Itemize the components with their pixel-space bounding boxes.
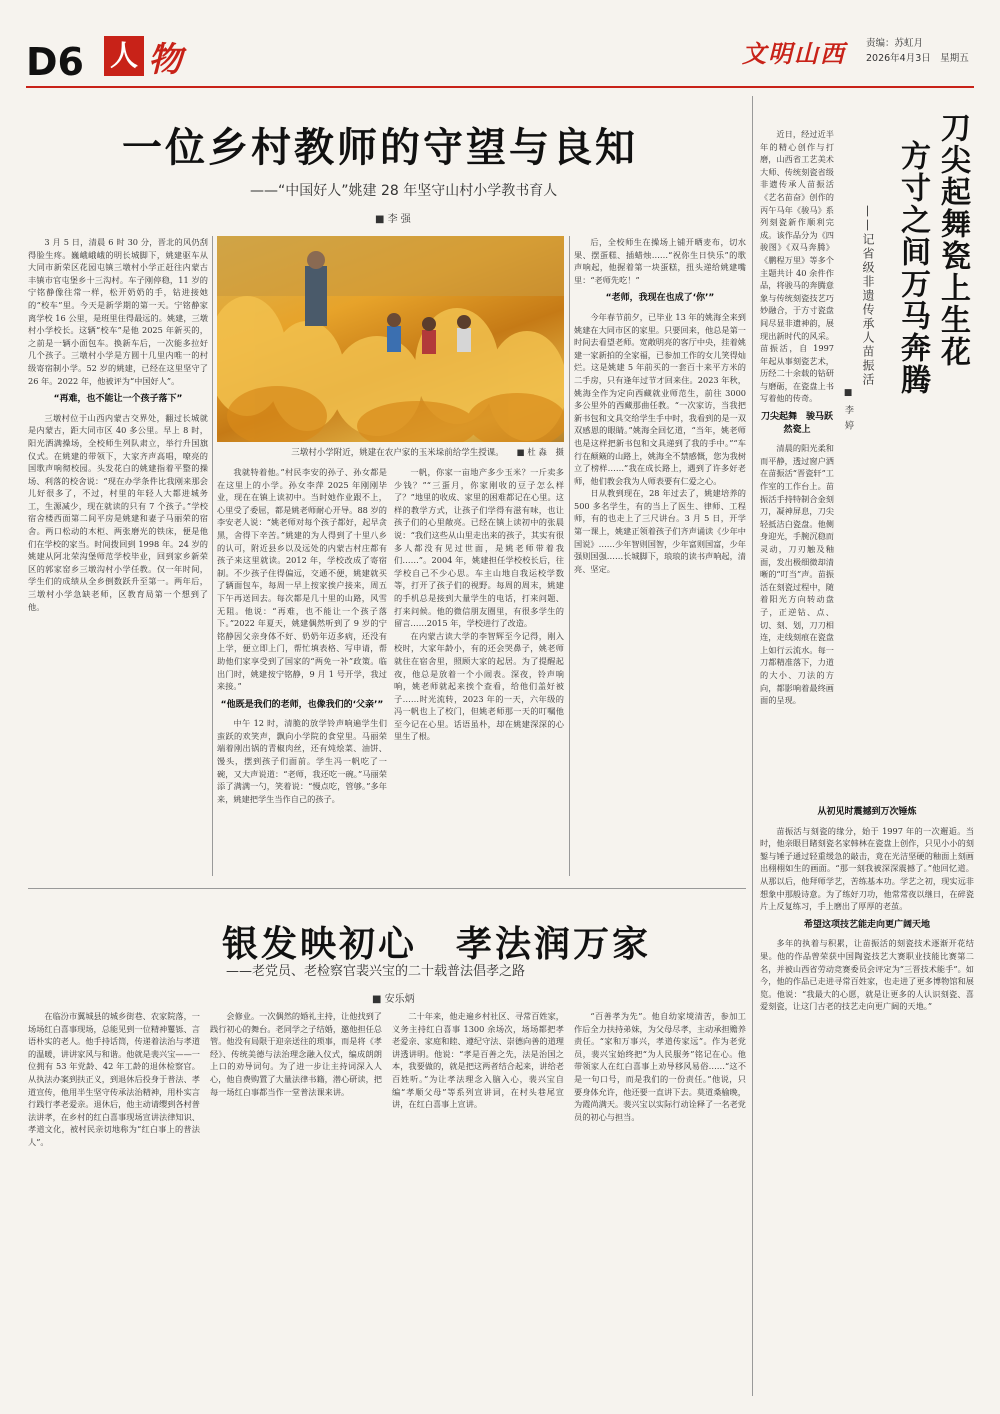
article3-column-wide — [760, 800, 974, 1394]
date-line: 2026年4月3日 星期五 — [866, 53, 969, 64]
corn-pile-photo-icon — [217, 236, 564, 442]
article1-subhead-b: “他既是我们的老师，也像我们的‘父亲’” — [220, 699, 384, 710]
column-divider — [752, 96, 753, 1396]
article1-paragraph: 后，全校师生在操场上铺开晒麦布，切水果、摆蛋糕、插蜡烛……“祝你生日快乐”的歌声响起，他握着第一块蛋糕，扭头递给姚建嘴里：“老师先吃！” — [574, 237, 746, 285]
newspaper-logo: 文明山西 — [742, 39, 846, 68]
column-divider — [212, 236, 213, 876]
article1-paragraph: 一帆，你家一亩地产多少玉米？一斤卖多少钱？”“三蛋月，你家刚收的豆子怎么样了？”地里的收成、家里的困难都记在心里。这样的教学方式，让孩子们学得有滋有味，也让孩子们的心里敞亮。已经在镇上读初中的张晨说：“我们这些从山里走出来的孩子，其实有很多人都没有见过世面，是姚老师带着我们……”。2004 年，姚建担任学校校长后，往学校自己不少心思。车主山地自我运校学数等，打开了孩子们的视野。每周的周末，姚建的手机总是接到大量学生的电话，打来问题、打来问候。他的微信朋友圈里，有很多学生的留言……2015 年，学校进行了改造。 — [394, 467, 564, 629]
article2-paragraph: 二十年来，他走遍乡村社区、寻常百姓家，义务主持红白喜事 1300 余场次，场场都把孝老爱亲、家庭和睦、遵纪守法、崇德向善的道理讲透讲明。他说：“孝是百善之先，法是治国之本，我要做的，就是把这两者结合起来，讲给老百姓听。”为让孝法理念入脑入心，裴兴宝自编“孝顺父母”等系列宣讲词，在村头巷尾宣讲，在红白喜事上宣讲。 — [392, 1011, 564, 1110]
article3-title-line1: 刀尖起舞瓷上生花 — [935, 112, 970, 368]
article1-paragraph: 三墩村位于山西内蒙古交界处，翻过长城就是内蒙古，距大同市区 40 多公里。早上 8 时，阳光洒满操场，全校师生列队肃立，举行升国旗仪式。在姚建的带领下，大家齐声高唱，嘹亮的国歌声响彻校园。头发花白的姚建指着平整的操场、利落的校舍说：“现在办学条件比我刚来那会儿好很多了，不过，村里的年轻人大都进城务工，生源减少，现在就读的只有 7 个孩子。”学校宿舍楼西面第二间平房是姚建和妻子马丽荣的宿舍。两口松动的木柜、两张磨光的铁床，便是他们在学校的家当。时间拨回到 1998 年。24 岁的姚建从阿北荣沟堡师范学校毕业，回到家乡新荣区的郭家窑乡三墩沟村小学任教。仅一年时间，学生们的成绩从全乡倒数跃升至第一。两年后，三墩村小学急缺老师，区教育局第一个想到了他。 — [28, 412, 208, 612]
column-divider — [569, 236, 570, 876]
article2-column-3 — [392, 1010, 564, 1394]
article2-column-2 — [210, 1010, 382, 1394]
section-badge: 人 — [104, 36, 144, 76]
article3-subtitle: ——记省级非遗传承人苗振活 — [861, 205, 875, 387]
article1-paragraph: 今年春节前夕，已毕业 13 年的姚海全来到姚建在大同市区的家里。只要回来，他总是第一时间去看望老师。宽敞明亮的客厅中央，挂着姚建一家新拍的全家福，已参加工作的女儿笑得灿烂。这是姚建 5 年前买的一套百十来平方米的二手房，只有逢年过节才回来住。2023 年秋，姚海全作为定向西藏就业师范生，前往 3000 多公里外的西藏那曲任教。“一次家访，当我把新书包和文具交给学生手中时，我看到的是一双双感恩的眼睛。”姚海全回忆道，“当年，姚老师也是这样把新书包和文具递到了我的手中。”“车行在颠簸的山路上，姚海全不禁感慨，您为我树立了榜样……”我在成长路上，遇到了许多好老师，他们教会我为人师表要有仁爱之心。 — [574, 311, 746, 486]
editor-line: 责编：苏虹月 — [866, 38, 924, 49]
article3-subhead-c: 希望这项技艺能走向更广阔天地 — [803, 919, 930, 930]
article2-column-4 — [574, 1010, 746, 1394]
article1-column-2 — [217, 466, 387, 876]
article3-title-line2: 方寸之间万马奔腾 — [895, 140, 930, 396]
article1-column-4 — [574, 236, 746, 876]
article3-byline: ■ 李 婷 — [843, 388, 853, 432]
article2-paragraph: 在临汾市翼城县的城乡街巷、农家院落，一场场红白喜事现场，总能见到一位精神矍铄、言语朴实的老人。他手持话筒，传递着法治与孝道的温暖，讲讲家风与和谐。他就是裴兴宝——一位拥有 53 年党龄、42 年工龄的退休检察官。从执法办案到扶正义，到退休后投身于普法、孝道宣传，他用半生坚守传承法治精神，用朴实言行践行孝老爱亲。退休后，他主动请缨到各村普法讲孝，在乡村的红白喜事现场宣讲法律知识、孝道文化，被村民亲切地称为“红白事上的普法人”。 — [28, 1011, 200, 1147]
article1-paragraph: 我就特着他。”村民李安的孙子、孙女都是在这里上的小学。孙女李萍 2025 年刚刚毕业，现在在镇上读初中。当时她作业跟不上，心里受了委屈，都是姚老师耐心开导。88 岁的李安老人说：“姚老师对每个孩子都好，起早贪黑，舍得下辛苦。”姚建的为人得到了十里八乡的认可，附近县乡以及远处的内蒙古村庄都有孩子来这里就读。2012 年，学校改成了寄宿制。不少孩子住得偏远，交通不便，姚建就买了辆面包车，每周一早上按家挨户接来，周五下午再送回去。每次都是几十里的山路，风雪无阻。他说：“再难，也不能让一个孩子落下。”2022 年夏天，姚建偶然听到了 9 岁的宁铭静因父亲身体不好、奶奶年迈多病，还没有上学，便立即上门，帮忙填表格、写申请，帮助他们家享受到了国家的“两免一补”政策。临出门时，姚建按宁铭静，9 月 1 号开学，我过来接。” — [217, 467, 387, 692]
article2-subtitle: ——老党员、老检察官裴兴宝的二十载普法倡孝之路 — [226, 964, 526, 979]
page-number: D6 — [26, 40, 84, 84]
edition-info — [866, 36, 969, 66]
article3-paragraph: 苗振活与刻瓷的缘分，始于 1997 年的一次邂逅。当时，他亲眼目睹刻瓷名家韩林在瓷盘上创作，只见小小的刻錾与锤子通过轻重缓急的敲击，竟在光洁坚硬的釉面上刻画出栩栩如生的画面。“那一刻我被深深震撼了。”他回忆道。从那以后，他拜师学艺，苦练基本功。学艺之初，现实远非想象中那般诗意。为了练好刀功，他常常夜以继日，在碎瓷片上反复练习，手上磨出了厚厚的老茧。 — [760, 825, 974, 912]
article1-photo — [217, 236, 564, 442]
header-rule — [26, 86, 974, 88]
article3-paragraph: 清晨的阳光柔和而平静，透过窗户洒在苗振活“晋瓷轩”工作室的工作台上。苗振活手持特制合金刻刀，凝神屏息，刀尖轻抵洁白瓷盘。他侧身迎光，手腕沉稳而灵动，刀刃触及釉面，发出极细微却清晰的“叮当”声。苗振活在刻瓷过程中，随着阳光方向转动盘子，正逆钻、点、切、刻、划，刀刀相连，走线刻痕在瓷盘上如行云流水。每一刀都精准落下，力道的大小、刀法的方向，都影响着最终画面的呈现。 — [760, 443, 834, 706]
article1-paragraph: 3 月 5 日，清晨 6 时 30 分，晋北的风仍刮得脸生疼。巍峨峨峨的明长城脚下，姚建驱车从大同市新荣区花园屯镇三墩村小学正赶往内蒙古丰镇市官屯堡乡十三沟村。车子刚停稳，11 岁的宁铭静像往常一样，松开奶奶的手，钻进接她的“校车”里。今天是新学期的第一天。宁铭静家离学校 16 公里，是班里住得最远的。姚建，三墩村小学校长。这辆“校车”是他 2025 年新买的，之前是一辆小面包车。换新车后，一次能多拉好几个孩子。三墩村小学是方圆十几里内唯一的村级寄宿制小学。52 岁的姚建，已经在这里坚守了 26 年。2022 年，他被评为“中国好人”。 — [28, 237, 208, 386]
article1-column-3 — [394, 466, 564, 876]
article1-title: 一位乡村教师的守望与良知 — [122, 125, 638, 171]
article2-paragraph: 会修业。一次偶然的婚礼主持，让他找到了践行初心的舞台。老同学之子结婚，邀他担任总管。他没有局限于迎亲送往的琐事，而是将《孝经》、传统美德与法治理念融入仪式，编成朗朗上口的劝导词句。为了进一步让主持词深入人心，他自费购置了大量法律书籍，潜心研读，把每一场红白事都当作一堂普法课来讲。 — [210, 1011, 382, 1097]
section-title: 物 — [148, 40, 182, 80]
article2-byline: ■ 安乐炳 — [372, 994, 415, 1005]
article1-paragraph: 日从教到现在，28 年过去了，姚建培养的 500 多名学生，有的当上了医生、律师、工程师，有的也走上了三尺讲台。3 月 5 日，开学第一课上，姚建正领着孩子们齐声诵读《少年中国说》……少年智则国智，少年富则国富，少年强则国强……长城脚下，琅琅的读书声响起，清亮、坚定。 — [574, 488, 746, 574]
article3-subhead-b: 从初见时震撼到万次锤炼 — [817, 807, 917, 817]
article2-title: 银发映初心 孝法润万家 — [222, 924, 652, 965]
article3-subhead-a: 刀尖起舞 骏马跃然瓷上 — [760, 412, 833, 435]
article1-subtitle: ——“中国好人”姚建 28 年坚守山村小学教书育人 — [250, 183, 558, 199]
article1-photo-caption: 三墩村小学附近，姚建在农户家的玉米垛前给学生授课。 ■ 杜 淼 摄 — [291, 448, 564, 458]
article1-column-1 — [28, 236, 208, 876]
article2-column-1 — [28, 1010, 200, 1394]
article1-byline: ■ 李 强 — [375, 214, 411, 225]
article1-subhead-c: “老师，我现在也成了‘你’” — [605, 293, 715, 304]
article2-paragraph: “百善孝为先”。他自幼家境清苦，参加工作后全力扶持弟妹，为父母尽孝，主动承担赡养责任。“家和万事兴，孝道传家远”。作为老党员，裴兴宝始终把“为人民服务”铭记在心。他带领家人在红白喜事上劝导移风易俗……“这不是一句口号，而是我们的一份责任。”他说，只要身体允许，他还要一直讲下去。莫道桑榆晚，为霞尚满天。裴兴宝以实际行动诠释了一名老党员的初心与担当。 — [574, 1011, 746, 1122]
article3-column-narrow — [760, 128, 834, 788]
article3-paragraph: 近日，经过近半年的精心创作与打磨，山西省工艺美术大师、传统刻瓷省级非遗传承人苗振活《艺名苗奋》创作的丙午马年《骏马》系列刻瓷新作顺利完成。该作品分为《四骏图》《双马奔腾》《鹏程万里》等多个主题共计 40 余件作品，将骏马的奔腾意象与传统刻瓷技艺巧妙融合，于方寸瓷盘间尽显非遗神韵，展现出新时代的风采。苗振活，自 1997 年起从事刻瓷艺术，历经二十余载的钻研与磨砺，在瓷盘上书写着他的传奇。 — [760, 129, 834, 404]
section-divider — [28, 888, 746, 889]
article1-paragraph: 在内蒙古读大学的李智辉至今记得，刚入校时，大家年龄小，有的还会哭鼻子，姚老师就住在宿舍里，照顾大家的起居。为了提醒起夜，他总是放着一个小闹表。深夜，铃声响响，姚老师就起来挨个查看，给他们盖好被子……时光流转，2023 年的一天，六年级的冯一帆也上了校门，但姚老师那一天的叮嘱他至今记在心里。话语虽朴，却在姚建深深的心里生了根。 — [394, 630, 564, 742]
article3-paragraph: 多年的执着与积累，让苗振活的刻瓷技术逐渐开花结果。他的作品曾荣获中国陶瓷技艺大赛职业技能比赛第二名，并被山西省劳动竞赛委员会评定为“三晋技术能手”。如今，他的作品已走进寻常百姓家，也走进了更多博物馆和展览。他说：“我最大的心愿，就是让更多的人认识刻瓷、喜爱刻瓷，让这门古老的技艺走向更广阔的天地。” — [760, 938, 974, 1012]
article1-paragraph: 中午 12 时，清脆的放学铃声响遍学生们蛮跃的欢笑声，飘向小学院的食堂里。马丽荣端着刚出锅的青椒肉丝，还有炖烩菜、油饼、馒头，摆到孩子们面前。学生冯一帆吃了一碗，又大声说道：“老师，我还吃一碗。”马丽荣添了满满一勺，笑着说：“慢点吃，管够。”多年来，姚建把学生当作自己的孩子。 — [217, 718, 387, 804]
article1-subhead-a: “再难，也不能让一个孩子落下” — [53, 394, 183, 405]
